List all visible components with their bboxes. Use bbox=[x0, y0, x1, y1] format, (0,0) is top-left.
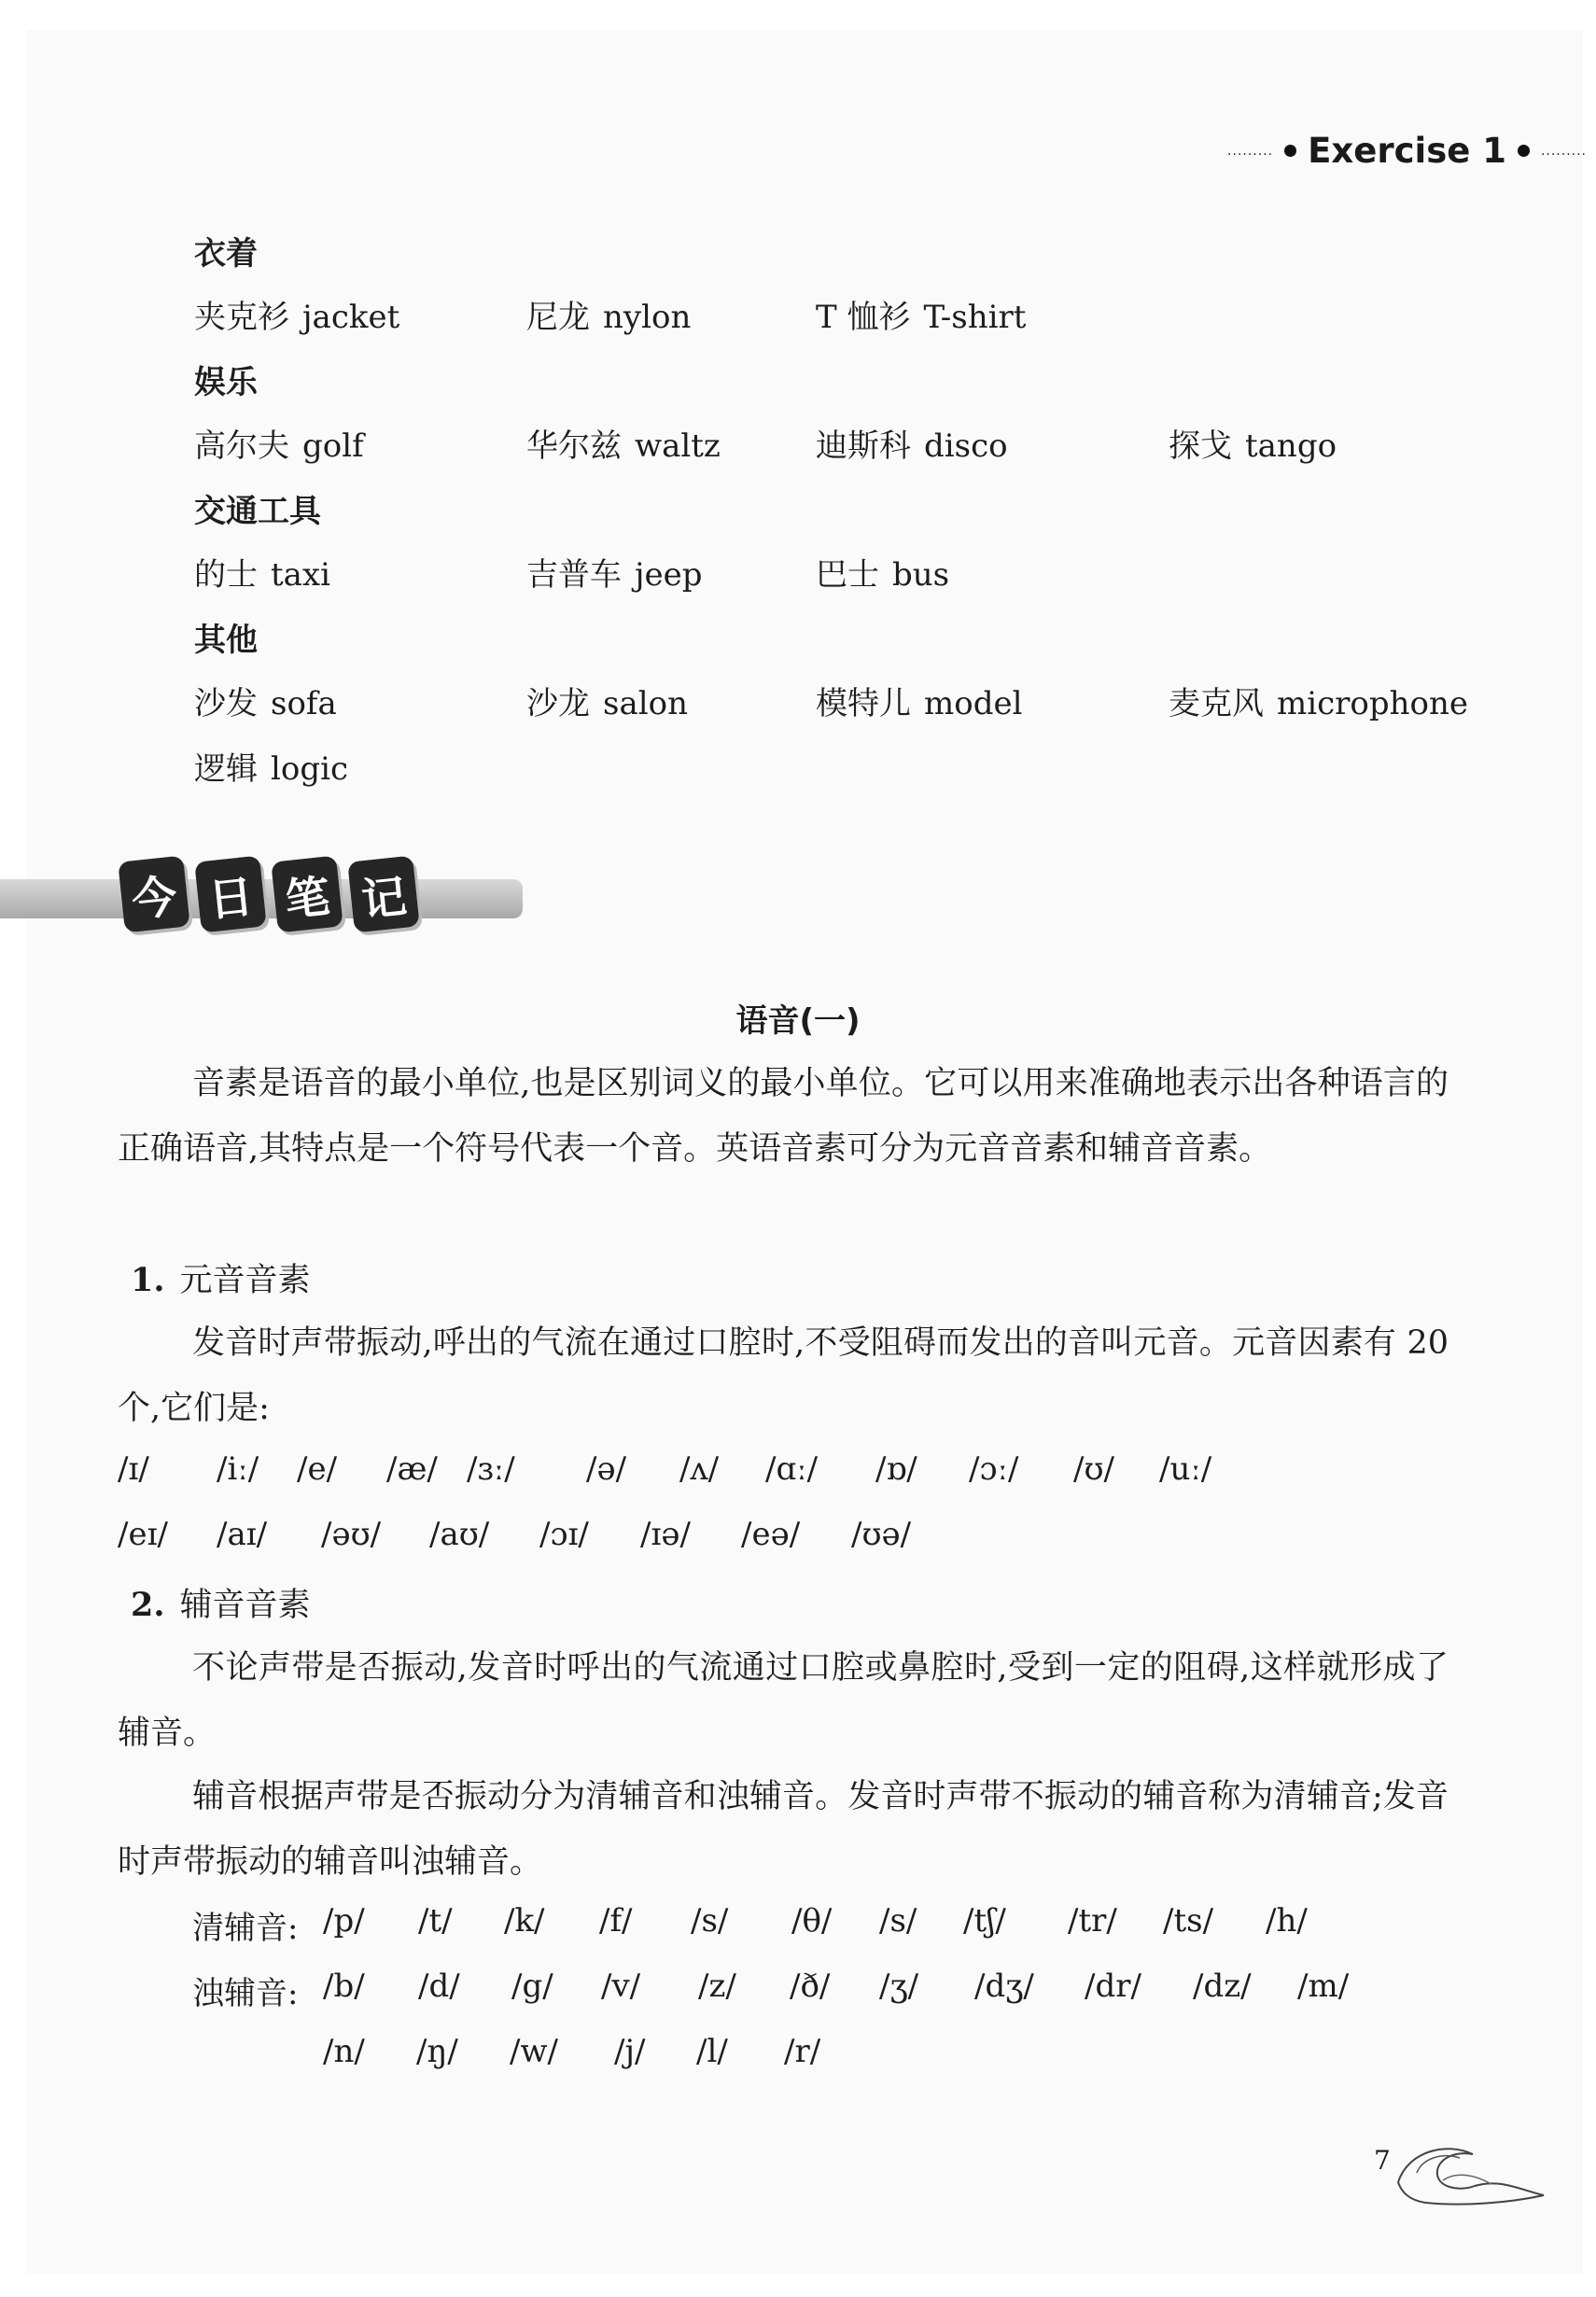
vocab-item: 吉普车 jeep bbox=[526, 556, 703, 594]
phonetic-symbol: /ə/ bbox=[586, 1450, 627, 1488]
phonetic-symbol: /uː/ bbox=[1159, 1450, 1212, 1488]
phonetic-symbol: /ɔː/ bbox=[969, 1450, 1019, 1488]
vocab-item: 迪斯科 disco bbox=[816, 427, 1008, 465]
vocab-item: 华尔兹 waltz bbox=[526, 427, 721, 465]
vowel-paragraph: 发音时声带振动,呼出的气流在通过口腔时,不受阻碍而发出的音叫元音。元音因素有 20 个,它们是: bbox=[118, 1324, 1449, 1427]
phonetic-symbol: /dʒ/ bbox=[974, 1968, 1034, 2005]
phonetic-symbol: /æ/ bbox=[386, 1450, 438, 1488]
intro-paragraph: 音素是语音的最小单位,也是区别词义的最小单位。它可以用来准确地表示出各种语言的正确语音,其特点是一个符号代表一个音。英语音素可分为元音音素和辅音音素。 bbox=[118, 1065, 1449, 1168]
phonetic-symbol: /tʃ/ bbox=[963, 1902, 1006, 1940]
phonetic-symbol: /tr/ bbox=[1068, 1902, 1117, 1940]
vocab-item: 探戈 tango bbox=[1169, 427, 1337, 465]
vocab-category: 其他 bbox=[194, 622, 258, 659]
phonetic-symbol: /p/ bbox=[323, 1902, 365, 1940]
phonetic-symbol: /eə/ bbox=[741, 1516, 801, 1553]
phonetic-symbol: /dz/ bbox=[1193, 1968, 1252, 2005]
banner-char: 记 bbox=[347, 856, 420, 933]
phonetic-symbol: /ʒ/ bbox=[879, 1968, 919, 2005]
phonetic-symbol: /θ/ bbox=[791, 1902, 833, 1940]
page-number: 7 bbox=[1374, 2145, 1391, 2176]
vocab-item: 的士 taxi bbox=[194, 556, 330, 594]
exercise-title: Exercise 1 bbox=[1308, 131, 1506, 171]
header-dots-right: ......... bbox=[1540, 143, 1587, 159]
phonetic-symbol: /l/ bbox=[696, 2033, 728, 2070]
banner-char: 笔 bbox=[271, 856, 343, 933]
vocab-item: 高尔夫 golf bbox=[194, 427, 364, 465]
phonetic-symbol: /b/ bbox=[323, 1968, 365, 2005]
voiceless-label: 清辅音: bbox=[192, 1910, 299, 1947]
wave-decoration-icon bbox=[1370, 2134, 1547, 2208]
phonetic-symbol: /t/ bbox=[418, 1902, 453, 1940]
today-notes-banner bbox=[0, 870, 525, 927]
vocab-item: 尼龙 nylon bbox=[526, 299, 692, 336]
header-dots-left: ......... bbox=[1227, 143, 1274, 159]
vocab-item: 模特儿 model bbox=[816, 685, 1023, 722]
phonetic-symbol: /əʊ/ bbox=[321, 1516, 382, 1553]
banner-char: 今 bbox=[118, 856, 190, 933]
consonant-paragraph-1: 不论声带是否振动,发音时呼出的气流通过口腔或鼻腔时,受到一定的阻碍,这样就形成了辅音。 bbox=[118, 1649, 1449, 1752]
phonetic-symbol: /e/ bbox=[297, 1450, 338, 1488]
vocab-item: 逻辑 logic bbox=[194, 750, 349, 788]
vocab-category: 交通工具 bbox=[194, 493, 321, 530]
phonetic-symbol: /aɪ/ bbox=[217, 1516, 268, 1553]
phonetic-symbol: /m/ bbox=[1297, 1968, 1350, 2005]
vocab-item: 夹克衫 jacket bbox=[194, 299, 400, 336]
phonetic-symbol: /ʌ/ bbox=[679, 1450, 720, 1488]
phonetic-symbol: /dr/ bbox=[1085, 1968, 1141, 2005]
phonetic-symbol: /d/ bbox=[418, 1968, 460, 2005]
banner-char: 日 bbox=[194, 856, 267, 933]
vocab-category: 衣着 bbox=[194, 235, 258, 273]
phonetic-symbol: /k/ bbox=[504, 1902, 545, 1940]
phonetic-symbol: /z/ bbox=[698, 1968, 736, 2005]
phonetic-symbol: /ɔɪ/ bbox=[539, 1516, 589, 1553]
vocab-item: 巴士 bus bbox=[816, 556, 950, 594]
vocab-item: 沙龙 salon bbox=[526, 685, 688, 722]
phonetic-symbol: /ð/ bbox=[790, 1968, 831, 2005]
vocab-item: 麦克风 microphone bbox=[1169, 685, 1469, 722]
phonetic-symbol: /f/ bbox=[599, 1902, 633, 1940]
phonetic-symbol: /ts/ bbox=[1163, 1902, 1214, 1940]
phonetic-symbol: /r/ bbox=[784, 2033, 821, 2070]
exercise-header bbox=[1227, 131, 1587, 171]
vowel-heading: 1. 元音音素 bbox=[131, 1261, 311, 1299]
phonetic-symbol: /ɪə/ bbox=[640, 1516, 691, 1553]
phonetic-symbol: /ʊə/ bbox=[851, 1516, 912, 1553]
phonetic-symbol: /aʊ/ bbox=[429, 1516, 490, 1553]
phonetic-symbol: /ʊ/ bbox=[1073, 1450, 1114, 1488]
vocab-category: 娱乐 bbox=[194, 364, 258, 401]
phonetic-symbol: /iː/ bbox=[217, 1450, 259, 1488]
phonetic-symbol: /n/ bbox=[323, 2033, 365, 2070]
phonetic-symbol: /g/ bbox=[511, 1968, 553, 2005]
consonant-heading: 2. 辅音音素 bbox=[131, 1586, 311, 1624]
phonetic-symbol: /h/ bbox=[1266, 1902, 1308, 1940]
phonetic-symbol: /j/ bbox=[614, 2033, 646, 2070]
phonetic-symbol: /ɑː/ bbox=[765, 1450, 819, 1488]
consonant-paragraph-2: 辅音根据声带是否振动分为清辅音和浊辅音。发音时声带不振动的辅音称为清辅音;发音时声带振动的辅音叫浊辅音。 bbox=[118, 1778, 1449, 1881]
phonetic-symbol: /w/ bbox=[510, 2033, 559, 2070]
vocab-item: 沙发 sofa bbox=[194, 685, 337, 722]
voiced-label: 浊辅音: bbox=[192, 1975, 299, 2012]
section-title: 语音(一) bbox=[735, 1002, 861, 1040]
phonetic-symbol: /ɒ/ bbox=[875, 1450, 917, 1488]
phonetic-symbol: /ɪ/ bbox=[118, 1450, 149, 1488]
phonetic-symbol: /ŋ/ bbox=[416, 2033, 458, 2070]
phonetic-symbol: /eɪ/ bbox=[118, 1516, 168, 1553]
phonetic-symbol: /v/ bbox=[601, 1968, 641, 2005]
vocab-item: T 恤衫 T-shirt bbox=[816, 299, 1027, 336]
bullet-icon bbox=[1284, 145, 1296, 157]
bullet-icon bbox=[1518, 145, 1530, 157]
phonetic-symbol: /s/ bbox=[879, 1902, 917, 1940]
phonetic-symbol: /ɜː/ bbox=[467, 1450, 515, 1488]
phonetic-symbol: /s/ bbox=[691, 1902, 729, 1940]
